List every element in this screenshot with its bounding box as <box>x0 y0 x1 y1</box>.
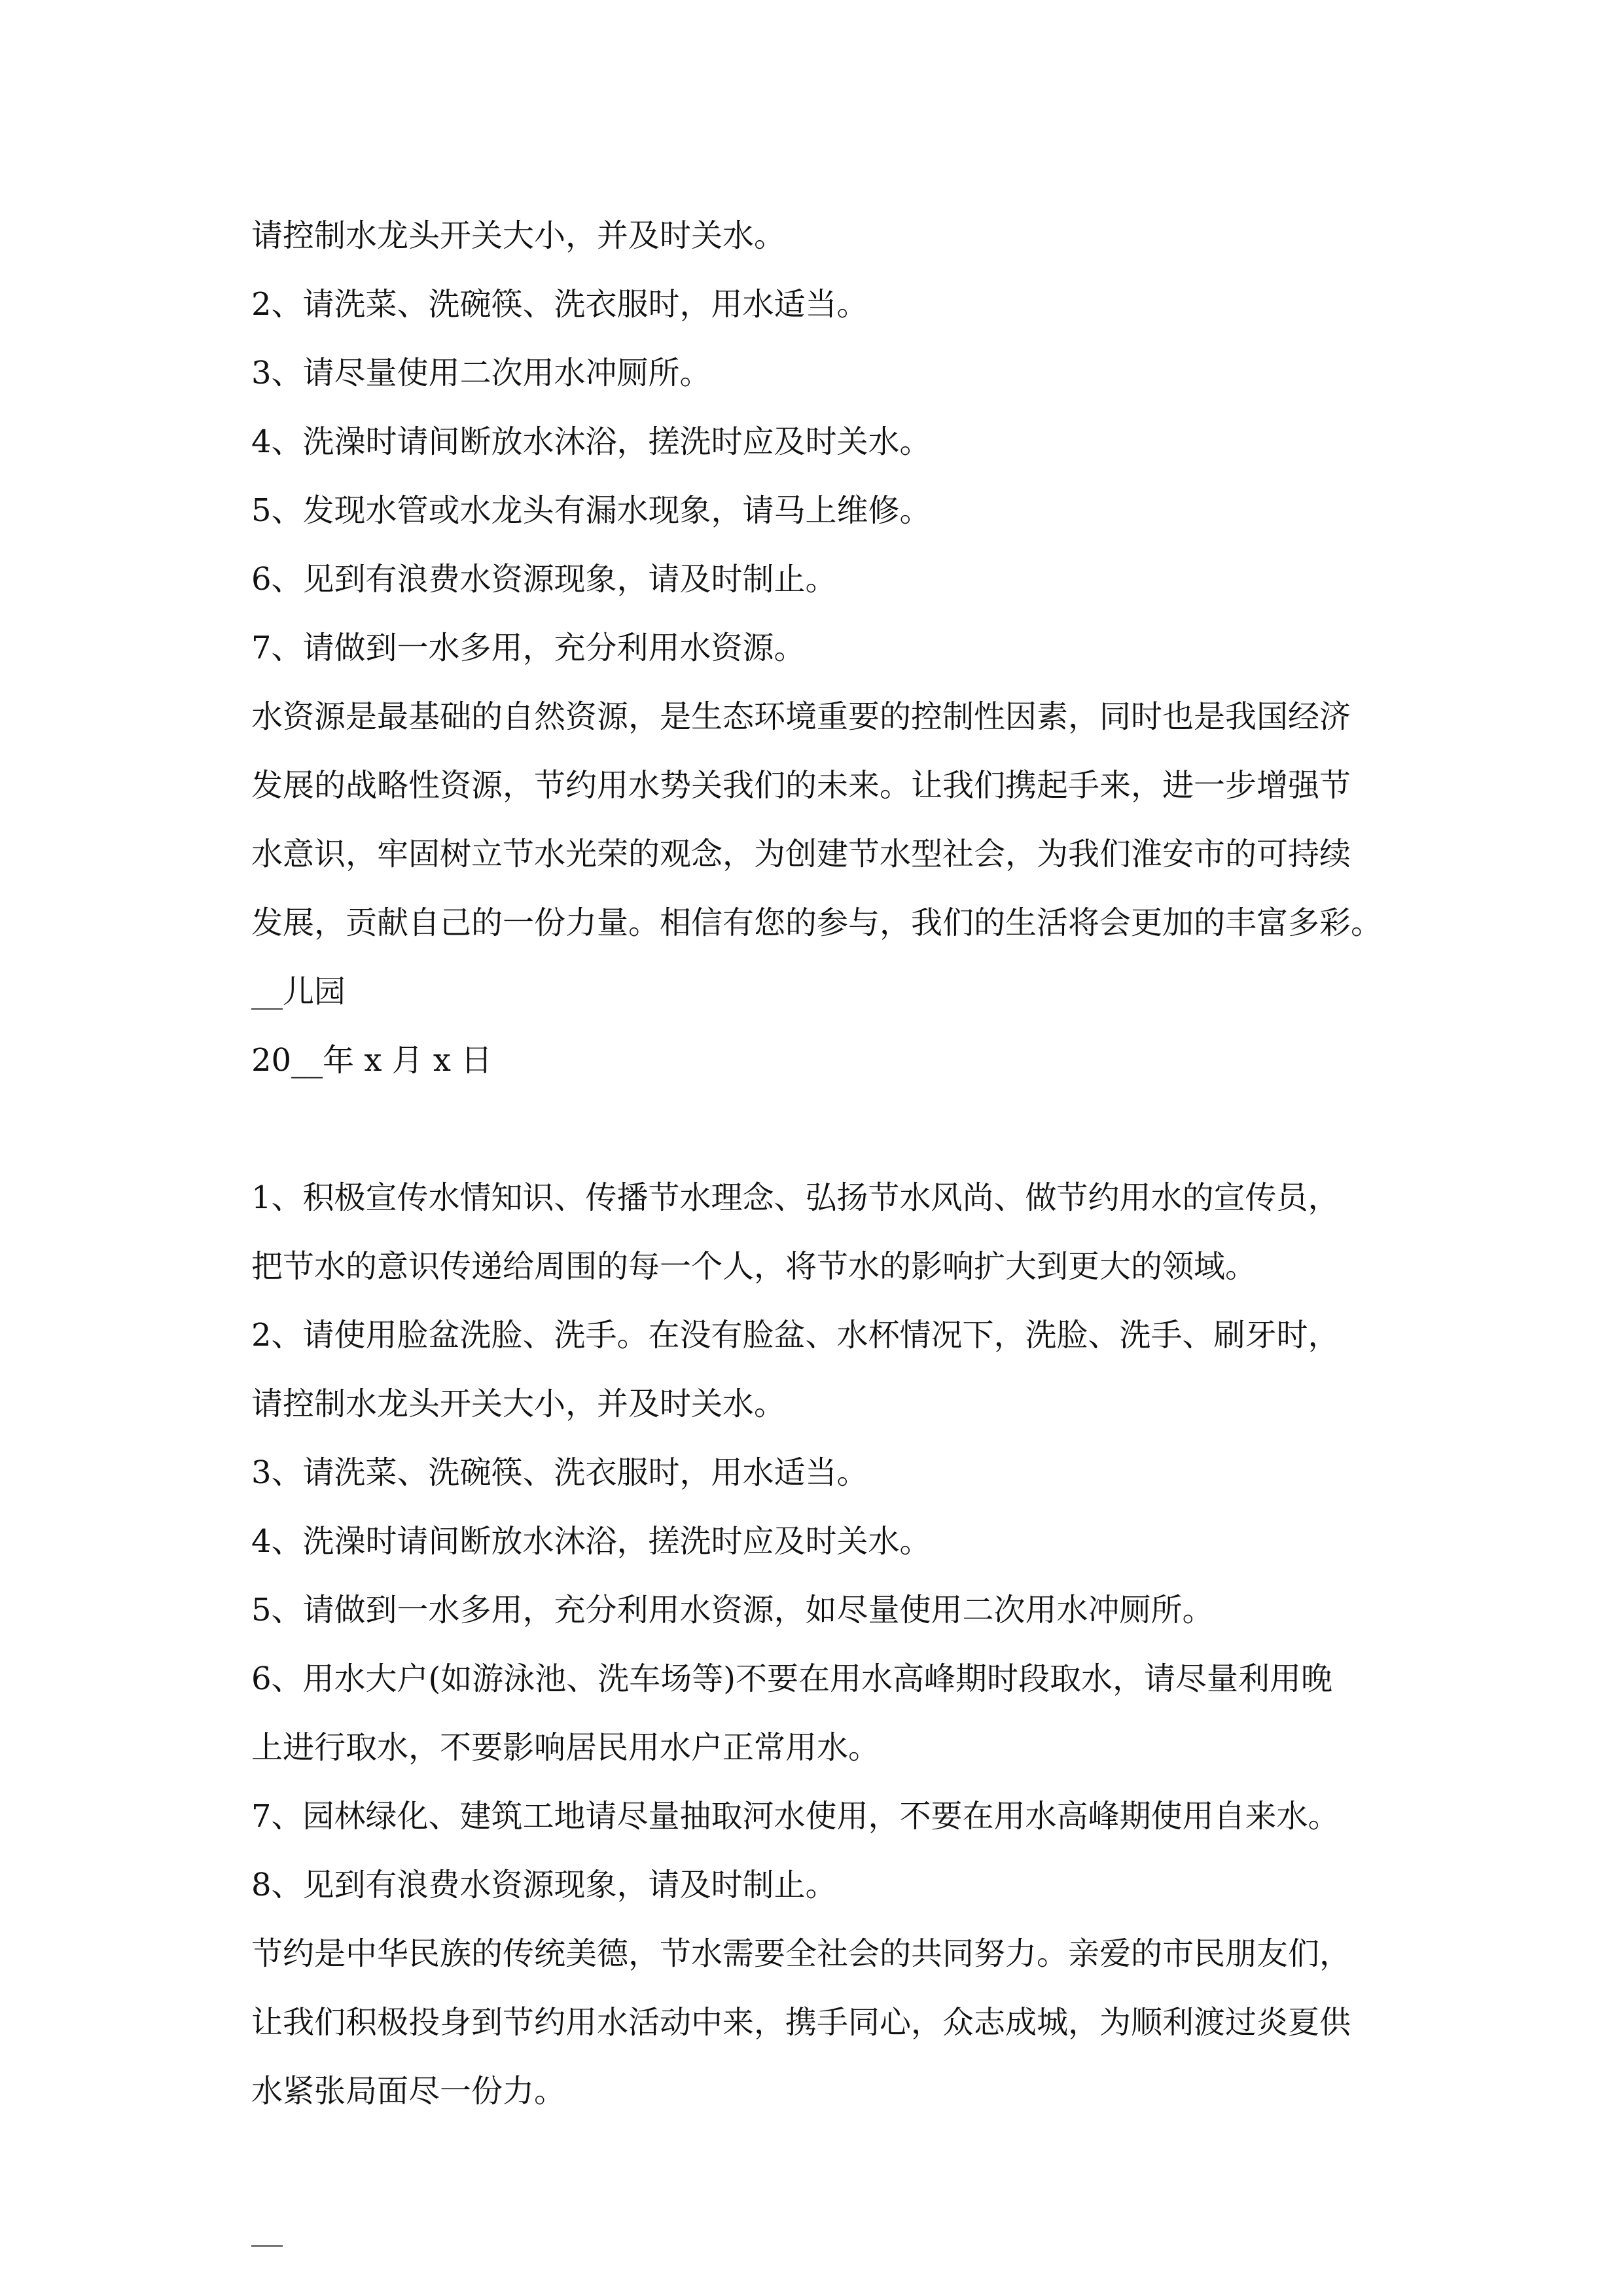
paragraph-line: 上进行取水，不要影响居民用水户正常用水。 <box>251 1729 880 1766</box>
trailing-mark: __ <box>251 2210 283 2247</box>
document-body <box>251 202 1390 2263</box>
paragraph-line: 让我们积极投身到节约用水活动中来，携手同心，众志成城，为顺利渡过炎夏供 <box>251 2004 1351 2041</box>
list-item: 6、用水大户(如游泳池、洗车场等)不要在用水高峰期时段取水，请尽量利用晚 <box>251 1660 1332 1697</box>
list-item: 7、园林绿化、建筑工地请尽量抽取河水使用，不要在用水高峰期使用自来水。 <box>251 1798 1340 1835</box>
list-item: 8、见到有浪费水资源现象，请及时制止。 <box>251 1867 837 1903</box>
list-item: 3、请尽量使用二次用水冲厕所。 <box>251 355 711 391</box>
paragraph-line: 请控制水龙头开关大小，并及时关水。 <box>251 1386 786 1422</box>
paragraph-line: 水意识，牢固树立节水光荣的观念，为创建节水型社会，为我们淮安市的可持续 <box>251 836 1351 872</box>
paragraph-line: 发展，贡献自己的一份力量。相信有您的参与，我们的生活将会更加的丰富多彩。 <box>251 905 1383 941</box>
list-item: 3、请洗菜、洗碗筷、洗衣服时，用水适当。 <box>251 1454 868 1491</box>
signature-organization: __儿园 <box>251 973 346 1010</box>
list-item: 7、请做到一水多用，充分利用水资源。 <box>251 630 806 666</box>
section-gap <box>251 1095 1390 1164</box>
list-item: 6、见到有浪费水资源现象，请及时制止。 <box>251 561 837 598</box>
signature-date: 20__年 x 月 x 日 <box>251 1042 493 1079</box>
section-gap <box>251 2126 1390 2195</box>
paragraph-line: 节约是中华民族的传统美德，节水需要全社会的共同努力。亲爱的市民朋友们， <box>251 1935 1351 1972</box>
paragraph-line: 水资源是最基础的自然资源，是生态环境重要的控制性因素，同时也是我国经济 <box>251 698 1351 735</box>
list-item: 4、洗澡时请间断放水沐浴，搓洗时应及时关水。 <box>251 423 931 460</box>
list-item: 1、积极宣传水情知识、传播节水理念、弘扬节水风尚、做节约用水的宣传员， <box>251 1179 1340 1216</box>
list-item: 5、发现水管或水龙头有漏水现象，请马上维修。 <box>251 492 931 529</box>
list-item: 4、洗澡时请间断放水沐浴，搓洗时应及时关水。 <box>251 1523 931 1560</box>
paragraph-line: 请控制水龙头开关大小，并及时关水。 <box>251 217 786 254</box>
paragraph-line: 发展的战略性资源，节约用水势关我们的未来。让我们携起手来，进一步增强节 <box>251 767 1351 804</box>
paragraph-line: 把节水的意识传递给周围的每一个人，将节水的影响扩大到更大的领域。 <box>251 1248 1257 1285</box>
paragraph-line: 水紧张局面尽一份力。 <box>251 2073 566 2109</box>
list-item: 2、请洗菜、洗碗筷、洗衣服时，用水适当。 <box>251 286 868 323</box>
list-item: 5、请做到一水多用，充分利用水资源，如尽量使用二次用水冲厕所。 <box>251 1592 1214 1628</box>
list-item: 2、请使用脸盆洗脸、洗手。在没有脸盆、水杯情况下，洗脸、洗手、刷牙时， <box>251 1317 1340 1354</box>
